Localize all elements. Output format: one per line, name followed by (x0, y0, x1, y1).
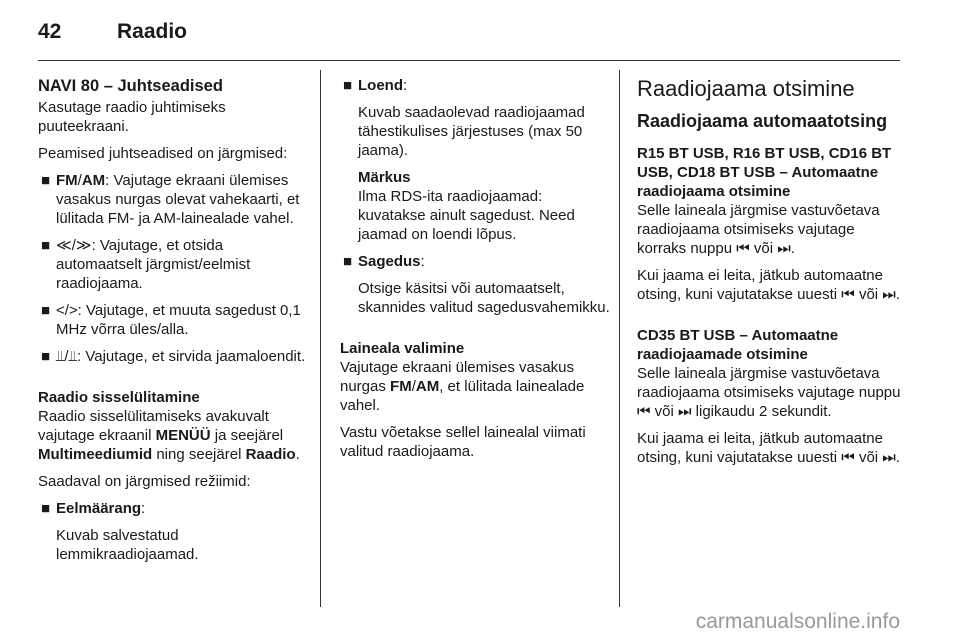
intro-text: Kasutage raadio juhtimiseks puuteekraani. (38, 99, 226, 135)
band-select-text: Vajutage ekraani ülemises vasakus nurgas FM/AM, et lülitada lainealade vahel. (340, 359, 585, 414)
section-heading-navi80: NAVI 80 – Juhtseadised (38, 77, 223, 95)
bullet-icon: ■ (343, 77, 353, 94)
note-heading: Märkus (358, 169, 411, 186)
list-item: ■ </>: Vajutage, et muuta sagedust 0,1 MHz võrra üles/alla. (41, 302, 301, 338)
controls-list (38, 171, 310, 366)
column-1 (38, 76, 310, 572)
frequency-description: Otsige käsitsi või automaatselt, skannides valitud sagedusvahemikku. (358, 280, 610, 316)
column-divider-1 (320, 70, 321, 607)
bullet-icon: ■ (41, 500, 51, 517)
bullet-icon: ■ (41, 172, 51, 189)
header-rule (38, 60, 900, 61)
page-header (0, 0, 960, 62)
list-item: ■ ⫫/⫫: Vajutage, et sirvida jaamaloendit. (41, 348, 306, 365)
modes-list (38, 499, 310, 518)
bullet-icon: ■ (41, 302, 51, 319)
column-divider-2 (619, 70, 620, 607)
cd35-search-text: Selle laineala järgmise vastuvõetava raadiojaama otsimiseks vajutage nuppu ⏮ või ⏭ ligikaudu 2 sekundit. (637, 365, 901, 420)
band-last-station-text: Vastu võetakse sellel lainealal viimati valitud raadiojaama. (340, 424, 586, 460)
column-3 (637, 76, 905, 475)
page-number: 42 (38, 20, 62, 43)
watermark: carmanualsonline.info (695, 610, 900, 633)
r15-continue-text: Kui jaama ei leita, jätkub automaatne otsing, kuni vajutatakse uuesti ⏮ või ⏭. (637, 267, 900, 303)
preset-description: Kuvab salvestatud lemmikraadiojaamad. (56, 527, 199, 563)
subheading-auto-search: Raadiojaama automaatotsing (637, 111, 888, 131)
list-item: ■ ≪/≫: Vajutage, et otsida automaatselt järgmist/eelmist raadiojaama. (41, 237, 251, 292)
radio-on-text: Raadio sisselülitamiseks avakuvalt vajutage ekraanil MENÜÜ ja seejärel Multimeediumid ning seejärel Raadio. (38, 408, 300, 463)
page-title: Raadio (117, 20, 188, 43)
r15-search-text: Selle laineala järgmise vastuvõetava raadiojaama otsimiseks vajutage korraks nuppu ⏮ või ⏭. (637, 202, 880, 257)
subheading-radio-on: Raadio sisselülitamine (38, 389, 200, 406)
bullet-icon: ■ (41, 348, 51, 365)
list-item: ■ Sagedus: (343, 253, 425, 270)
bullet-icon: ■ (41, 237, 51, 254)
controls-intro: Peamised juhtseadised on järgmised: (38, 145, 288, 162)
list-item: ■ Eelmäärang: (41, 500, 146, 517)
bullet-icon: ■ (343, 253, 353, 270)
heading-cd35-model: CD35 BT USB – Automaatne raadiojaamade otsimine (637, 327, 839, 363)
column-2 (340, 76, 610, 469)
subheading-band-select: Laineala valimine (340, 340, 465, 357)
cd35-continue-text: Kui jaama ei leita, jätkub automaatne otsing, kuni vajutatakse uuesti ⏮ või ⏭. (637, 430, 900, 466)
list-description: Kuvab saadaolevad raadiojaamad tähestikulises järjestuses (max 50 jaama). (358, 104, 585, 159)
modes-list-freq (340, 252, 610, 271)
modes-intro: Saadaval on järgmised režiimid: (38, 473, 251, 490)
modes-list-cont (340, 76, 610, 95)
note-text: Ilma RDS-ita raadiojaamad: kuvatakse ainult sagedust. Need jaamad on loendi lõpus. (358, 188, 575, 243)
heading-r15-models: R15 BT USB, R16 BT USB, CD16 BT USB, CD18 BT USB – Automaatne raadiojaama otsimine (637, 145, 892, 200)
list-item: ■ FM/AM: Vajutage ekraani ülemises vasakus nurgas olevat vahekaarti, et lülitada FM- ja AM-lainealade vahel. (41, 172, 300, 227)
section-heading-search: Raadiojaama otsimine (637, 76, 855, 101)
list-item: ■ Loend: (343, 77, 408, 94)
